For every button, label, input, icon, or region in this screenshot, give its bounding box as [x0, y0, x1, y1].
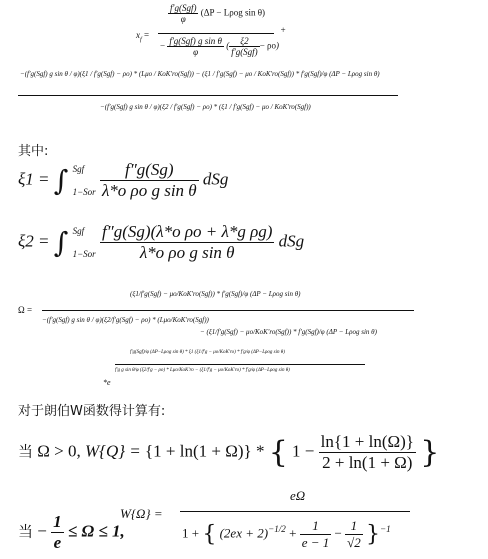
- case2-lhs: W{Ω} =: [120, 506, 163, 521]
- label-qizhong: 其中:: [18, 144, 49, 159]
- big-eq-fraction-bar: [18, 95, 398, 96]
- case2-numerator: eΩ: [290, 488, 306, 503]
- label-lambert: 对于朗伯W函数得计算有:: [18, 404, 166, 419]
- omega-lhs: Ω =: [18, 305, 33, 315]
- xf-plus: +: [280, 25, 287, 35]
- omega-numerator: (ξ1/f′g(Sgf) − μo/KoK′ro(Sgf)) * f′g(Sgf)/φ (ΔP − Lρog sin θ): [130, 290, 301, 298]
- xf-lhs: $x_f$ =: [136, 30, 150, 43]
- omega-denominator-a: −(f′g(Sgf) g sin θ / φ)(ξ2/f′g(Sgf) − ρo) * (Lμo/KoK′ro(Sgf)): [42, 316, 209, 324]
- big-eq-denominator: −(f′g(Sgf) g sin θ / φ)(ξ2 / f′g(Sgf) − ρo) * (ξ1 / f′g(Sgf) − μo / KoK′ro(Sgf)): [100, 103, 311, 111]
- omega-exp-denominator: f′g g sin θ/φ (ξ2/f′g − ρo) * Lμo/KoK′ro − (ξ1/f′g − μo/KoK′ro) * f′g/φ (ΔP−Lρog sin θ): [115, 368, 290, 373]
- xf-bottom-denominator: − $\frac{\text{f′g(Sgf) g sin θ}}{\varphi}$ ( $\frac{\xi 2}{\text{f′g(Sgf)}}$ − ρo): [160, 36, 280, 57]
- case2-condition: 当 − $\frac{1}{e}$ ≤ Ω ≤ 1,: [18, 512, 125, 552]
- case1-equation: 当 Ω > 0, W{Q} = {1 + ln(1 + Ω)} * { 1 − $\frac{\ln\{1 + \ln(\Omega)\}}{2 + \ln(1 + \Omega)}$ }: [18, 432, 440, 472]
- xi1-equation: ξ1 = ∫ Sgf 1−Sor $\frac{f''g(Sg)}{\text{λ*o ρo g sin θ}}$ dSg: [18, 160, 229, 200]
- xf-top-numerator: $\frac{\text{f′g(Sgf)}}{\varphi}$ (ΔP − Lρog sin θ): [170, 3, 266, 24]
- omega-denominator-b: − (ξ1/f′g(Sgf) − μo/KoK′ro(Sgf)) * f′g(Sgf)/φ (ΔP − Lρog sin θ): [200, 328, 377, 336]
- case2-denominator: 1 + { $(2ex + 2)^{-1/2}$ + $\frac{1}{e - 1}$ − $\frac{1}{√2}$ }$^{-1}$: [182, 518, 391, 550]
- case2-fraction-bar: [180, 511, 410, 512]
- omega-fraction-bar: [42, 310, 414, 311]
- big-eq-numerator: −(f′g(Sgf) g sin θ / φ)(ξ1 / f′g(Sgf) − ρo) * (Lμo / KoK′ro(Sgf)) − (ξ1 / f′g(Sgf) − μo / KoK′ro(Sgf)) * f′g(Sgf)/φ (ΔP − Lρog sin θ): [20, 70, 380, 78]
- xi2-equation: ξ2 = ∫ Sgf 1−Sor $\frac{\text{f″g(Sg)(λ*o ρo + λ*g ρg)}}{\text{λ*o ρo g sin θ}}$ dSg: [18, 222, 305, 262]
- xf-main-fraction-bar: [158, 33, 274, 34]
- omega-exp-prefix: *e: [103, 378, 111, 387]
- omega-exp-numerator: f′g(Sgf)/φ (ΔP−Lρog sin θ) * ξ1 (ξ1/f′g − μo/KoK′ro) * f′g/φ (ΔP−Lρog sin θ): [130, 350, 285, 355]
- omega-exp-bar: [115, 364, 365, 365]
